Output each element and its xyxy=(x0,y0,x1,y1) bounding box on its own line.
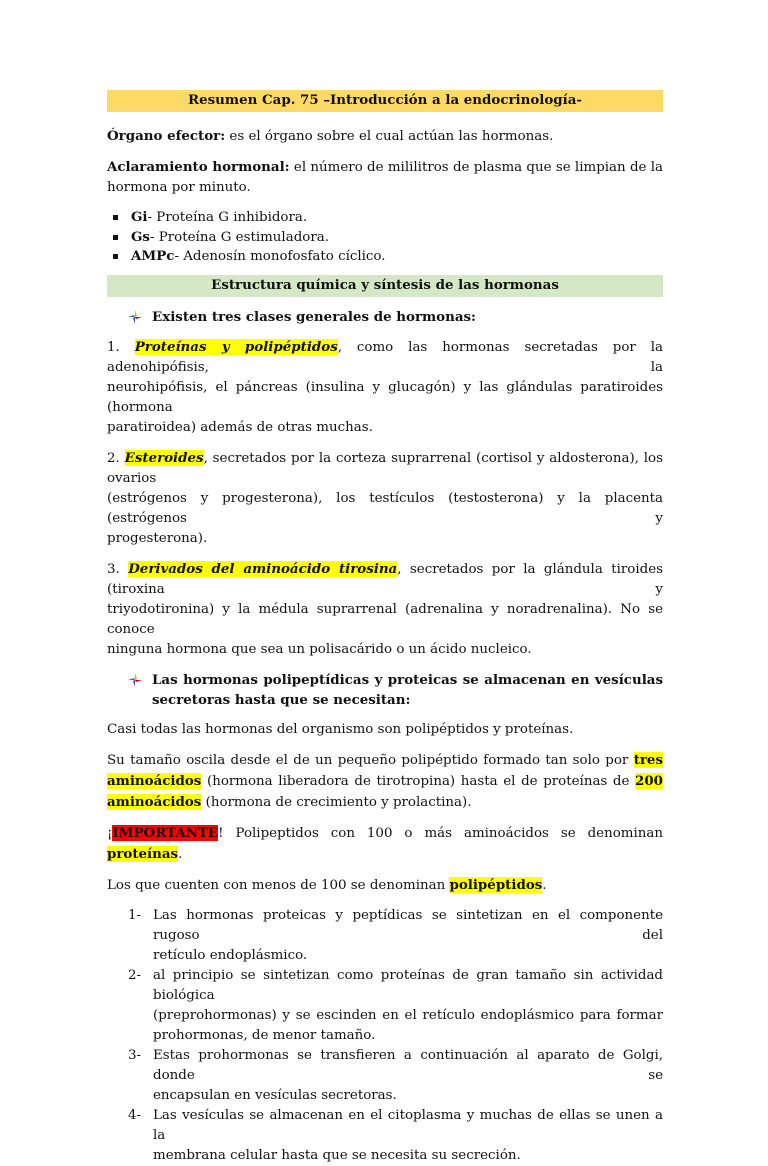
casi-todas-paragraph: Casi todas las hormonas del organismo son polipéptidos y proteínas. xyxy=(107,721,574,737)
bullet-text: - Proteína G inhibidora. xyxy=(147,210,308,225)
tamano-text-b: (hormona liberadora de tirotropina) hasta el de proteínas de xyxy=(201,773,636,789)
aclaramiento-line-1 xyxy=(107,157,663,178)
class-1-line-3: paratiroidea) además de otras muchas. xyxy=(107,419,373,435)
class-2-highlight: Esteroides xyxy=(124,449,204,466)
class-3-highlight: Derivados del aminoácido tirosina xyxy=(128,560,398,577)
square-bullet-icon xyxy=(113,215,118,220)
menos-text: Los que cuenten con menos de 100 se denominan xyxy=(107,877,450,893)
step-number: 1- xyxy=(128,907,142,923)
class-2-line-2: (estrógenos y progesterona), los testículos (testosterona) y la placenta (estrógenos y xyxy=(107,490,663,526)
step-line: Las hormonas proteicas y peptídicas se sintetizan en el componente rugoso del xyxy=(153,907,663,943)
aclaramiento-term: Aclaramiento hormonal: xyxy=(107,159,290,175)
step-line: encapsulan en vesículas secretoras. xyxy=(153,1087,397,1103)
class-1-line-2: neurohipófisis, el páncreas (insulina y glucagón) y las glándulas paratiroides (hormona xyxy=(107,379,663,415)
organo-efector-term: Órgano efector: xyxy=(107,128,226,144)
lead-point-almacenan xyxy=(107,670,663,710)
class-number: 3. xyxy=(107,561,129,577)
bullet-term: AMPc xyxy=(131,248,175,264)
list-item xyxy=(107,1106,663,1166)
lead-point-clases xyxy=(107,307,663,327)
tamano-text-c: (hormona de crecimiento y prolactina). xyxy=(201,794,472,810)
tamano-highlight-tres: tres xyxy=(633,751,663,768)
class-number: 2. xyxy=(107,450,125,466)
pinwheel-bullet-icon xyxy=(127,672,143,688)
class-3-line-3: ninguna hormona que sea un polisacárido o un ácido nucleico. xyxy=(107,641,532,657)
section-header-estructura: Estructura química y síntesis de las hormonas xyxy=(107,275,663,297)
step-number: 4- xyxy=(128,1107,142,1123)
class-1-highlight: Proteínas y polipéptidos xyxy=(134,338,338,355)
step-line: al principio se sintetizan como proteínas de gran tamaño sin actividad biológica xyxy=(153,967,663,1003)
tamano-line-3 xyxy=(107,792,663,813)
menos-paragraph xyxy=(107,875,663,896)
step-line: membrana celular hasta que se necesita su secreción. xyxy=(153,1147,521,1163)
importante-open: ¡ xyxy=(107,825,113,841)
step-number: 3- xyxy=(128,1047,142,1063)
list-item xyxy=(107,966,663,1046)
bullet-term: Gs xyxy=(131,228,150,245)
importante-text: ! Polipeptidos con 100 o más aminoácidos se denominan xyxy=(218,825,663,841)
lead-point-text-1: Las hormonas polipeptídicas y proteicas se almacenan en vesículas xyxy=(152,671,663,688)
organo-efector-paragraph xyxy=(107,126,663,147)
list-item xyxy=(107,1046,663,1106)
tamano-text-a: Su tamaño oscila desde el de un pequeño polipéptido formado tan solo por xyxy=(107,752,634,768)
aclaramiento-text-1: el número de mililitros de plasma que se limpian de la xyxy=(289,160,664,175)
class-3-line-1 xyxy=(107,559,663,600)
step-line: (preprohormonas) y se escinden en el retículo endoplásmico para formar xyxy=(153,1007,663,1023)
synthesis-steps-list xyxy=(107,906,663,1166)
step-number: 2- xyxy=(128,967,142,983)
class-2-text-1: , secretados por la corteza suprarrenal (cortisol y aldosterona), los ovarios xyxy=(107,450,663,486)
lead-point-text: Existen tres clases generales de hormonas: xyxy=(152,308,476,325)
list-item xyxy=(107,247,663,267)
class-2-line-3: progesterona). xyxy=(107,530,208,546)
list-item xyxy=(107,208,663,228)
organo-efector-text: es el órgano sobre el cual actúan las hormonas. xyxy=(225,129,554,144)
class-2-line-1 xyxy=(107,448,663,489)
class-3-text-1: , secretados por la glándula tiroides (tiroxina y xyxy=(107,561,663,597)
tamano-line-2 xyxy=(107,771,663,792)
pinwheel-bullet-icon xyxy=(127,309,143,325)
tamano-highlight-aminoacidos-2: aminoácidos xyxy=(107,793,202,810)
tamano-line-1 xyxy=(107,750,663,771)
importante-end: . xyxy=(178,846,183,862)
tamano-highlight-200: 200 xyxy=(635,772,663,789)
list-item xyxy=(107,906,663,966)
importante-highlight-proteinas: proteínas xyxy=(107,845,179,862)
bullet-term: Gi xyxy=(131,209,148,225)
tamano-highlight-aminoacidos-1: aminoácidos xyxy=(107,772,202,789)
square-bullet-icon xyxy=(113,235,118,240)
bullet-text: - Proteína G estimuladora. xyxy=(149,229,329,245)
bullet-text: - Adenosín monofosfato cíclico. xyxy=(174,249,386,264)
class-1-line-1 xyxy=(107,337,663,378)
lead-point-text-2: secretoras hasta que se necesitan: xyxy=(152,691,411,708)
document-body xyxy=(107,90,663,1166)
chapter-title-header: Resumen Cap. 75 –Introducción a la endocrinología- xyxy=(107,90,663,112)
importante-paragraph xyxy=(107,823,663,865)
square-bullet-icon xyxy=(113,254,118,259)
step-line: prohormonas, de menor tamaño. xyxy=(153,1027,376,1043)
menos-highlight-polipeptidos: polipéptidos xyxy=(449,876,543,893)
class-1-text-1: , como las hormonas secretadas por la adenohipófisis, la xyxy=(107,339,663,375)
class-number: 1. xyxy=(107,339,135,355)
abbreviation-list xyxy=(107,208,663,267)
class-3-line-2: triyodotironina) y la médula suprarrenal (adrenalina y noradrenalina). No se conoce xyxy=(107,601,663,637)
importante-alert-label: IMPORTANTE xyxy=(112,824,219,841)
step-line: Estas prohormonas se transfieren a continuación al aparato de Golgi, donde se xyxy=(153,1047,663,1083)
menos-end: . xyxy=(542,877,547,893)
aclaramiento-line-2: hormona por minuto. xyxy=(107,180,251,195)
list-item xyxy=(107,228,663,248)
step-line: Las vesículas se almacenan en el citoplasma y muchas de ellas se unen a la xyxy=(153,1107,663,1143)
step-line: retículo endoplásmico. xyxy=(153,947,308,963)
